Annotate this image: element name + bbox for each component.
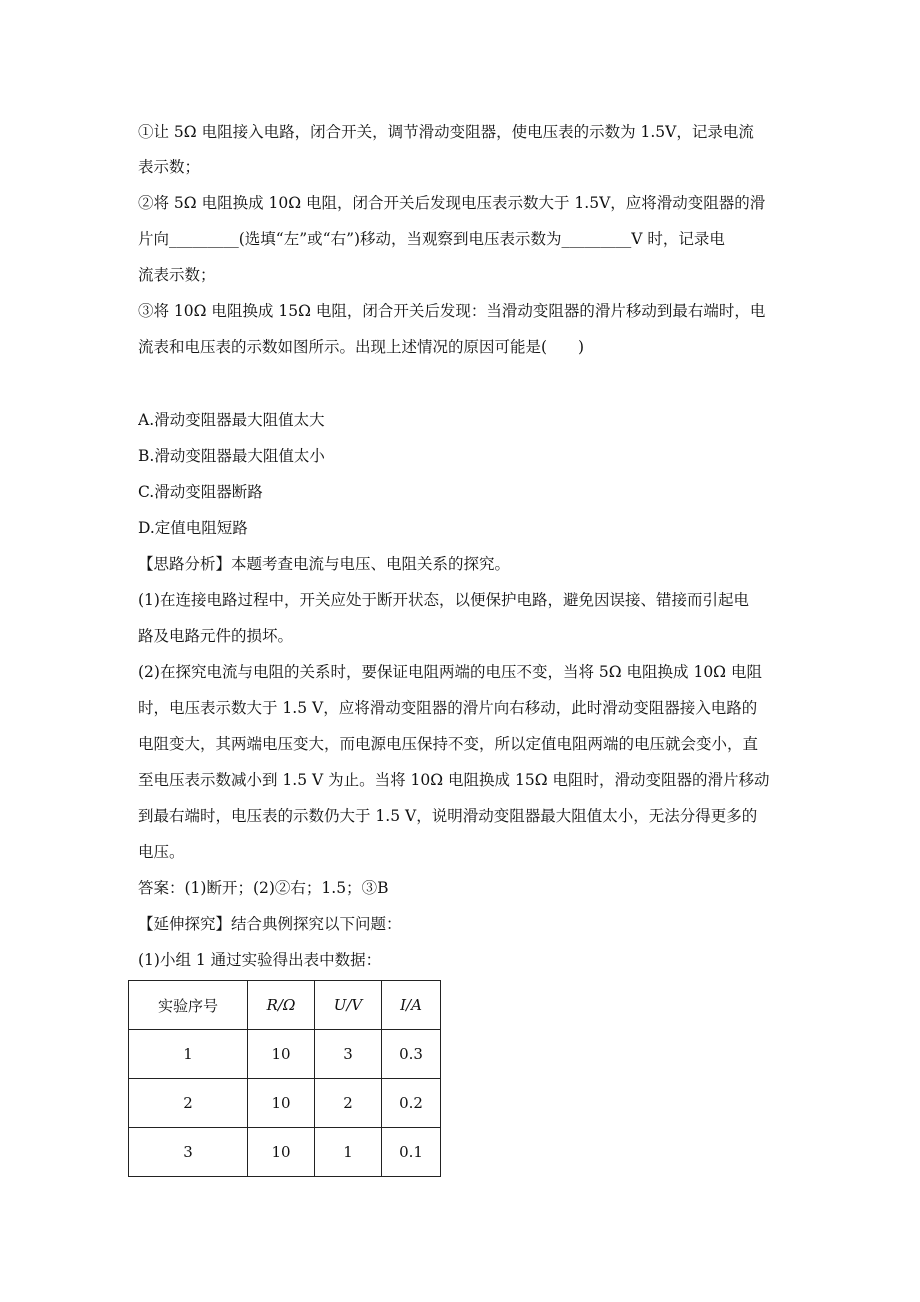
- table-header-row: [129, 981, 441, 1030]
- table-row: [129, 1128, 441, 1177]
- table-cell: 10: [248, 1030, 315, 1079]
- table-cell: 1: [129, 1030, 248, 1079]
- table-cell: 3: [315, 1030, 382, 1079]
- text-line: ①让 5Ω 电阻接入电路，闭合开关，调节滑动变阻器，使电压表的示数为 1.5V，记录电流: [138, 123, 754, 141]
- table-cell: 10: [248, 1128, 315, 1177]
- table-cell: 2: [129, 1079, 248, 1128]
- answer-line: 答案：(1)断开；(2)②右；1.5；③B: [138, 879, 389, 897]
- data-table: [128, 980, 441, 1177]
- table-cell: 10: [248, 1079, 315, 1128]
- table-cell: 0.1: [382, 1128, 441, 1177]
- text-line: 表示数；: [138, 158, 201, 176]
- analysis-heading: 【思路分析】本题考查电流与电压、电阻关系的探究。: [138, 555, 511, 573]
- text-line: 到最右端时，电压表的示数仍大于 1.5 V，说明滑动变阻器最大阻值太小，无法分得更多的: [138, 807, 758, 825]
- text-line: (1)小组 1 通过实验得出表中数据：: [138, 951, 382, 969]
- table-cell: 1: [315, 1128, 382, 1177]
- text-line: (2)在探究电流与电阻的关系时，要保证电阻两端的电压不变，当将 5Ω 电阻换成 10Ω 电阻: [138, 663, 762, 681]
- extension-heading: 【延伸探究】结合典例探究以下问题：: [138, 915, 402, 933]
- text-line: (1)在连接电路过程中，开关应处于断开状态，以便保护电路，避免因误接、错接而引起电: [138, 591, 749, 609]
- text-line: 电压。: [138, 843, 185, 861]
- text-line: ③将 10Ω 电阻换成 15Ω 电阻，闭合开关后发现：当滑动变阻器的滑片移动到最右端时，电: [138, 302, 766, 320]
- table-header: 实验序号: [129, 981, 248, 1030]
- text-line: 路及电路元件的损坏。: [138, 627, 294, 645]
- table-header: U/V: [315, 981, 382, 1030]
- text-line: ②将 5Ω 电阻换成 10Ω 电阻，闭合开关后发现电压表示数大于 1.5V，应将滑动变阻器的滑: [138, 194, 766, 212]
- table-header: I/A: [382, 981, 441, 1030]
- table-row: [129, 1030, 441, 1079]
- table-cell: 2: [315, 1079, 382, 1128]
- table-cell: 0.2: [382, 1079, 441, 1128]
- text-line: 时，电压表示数大于 1.5 V，应将滑动变阻器的滑片向右移动，此时滑动变阻器接入电路的: [138, 699, 758, 717]
- text-line: 流表示数；: [138, 266, 216, 284]
- option-c: C.滑动变阻器断路: [138, 483, 263, 501]
- table-cell: 3: [129, 1128, 248, 1177]
- option-d: D.定值电阻短路: [138, 519, 248, 537]
- text-line: 至电压表示数减小到 1.5 V 为止。当将 10Ω 电阻换成 15Ω 电阻时，滑动变阻器的滑片移动: [138, 771, 770, 789]
- text-line: 流表和电压表的示数如图所示。出现上述情况的原因可能是( ): [138, 338, 585, 356]
- option-a: A.滑动变阻器最大阻值太大: [138, 411, 325, 429]
- text-line: 电阻变大，其两端电压变大，而电源电压保持不变，所以定值电阻两端的电压就会变小，直: [138, 735, 759, 753]
- table-cell: 0.3: [382, 1030, 441, 1079]
- text-line: 片向_________(选填“左”或“右”)移动，当观察到电压表示数为_________V 时，记录电: [138, 230, 725, 248]
- table-row: [129, 1079, 441, 1128]
- option-b: B.滑动变阻器最大阻值太小: [138, 447, 325, 465]
- table-header: R/Ω: [248, 981, 315, 1030]
